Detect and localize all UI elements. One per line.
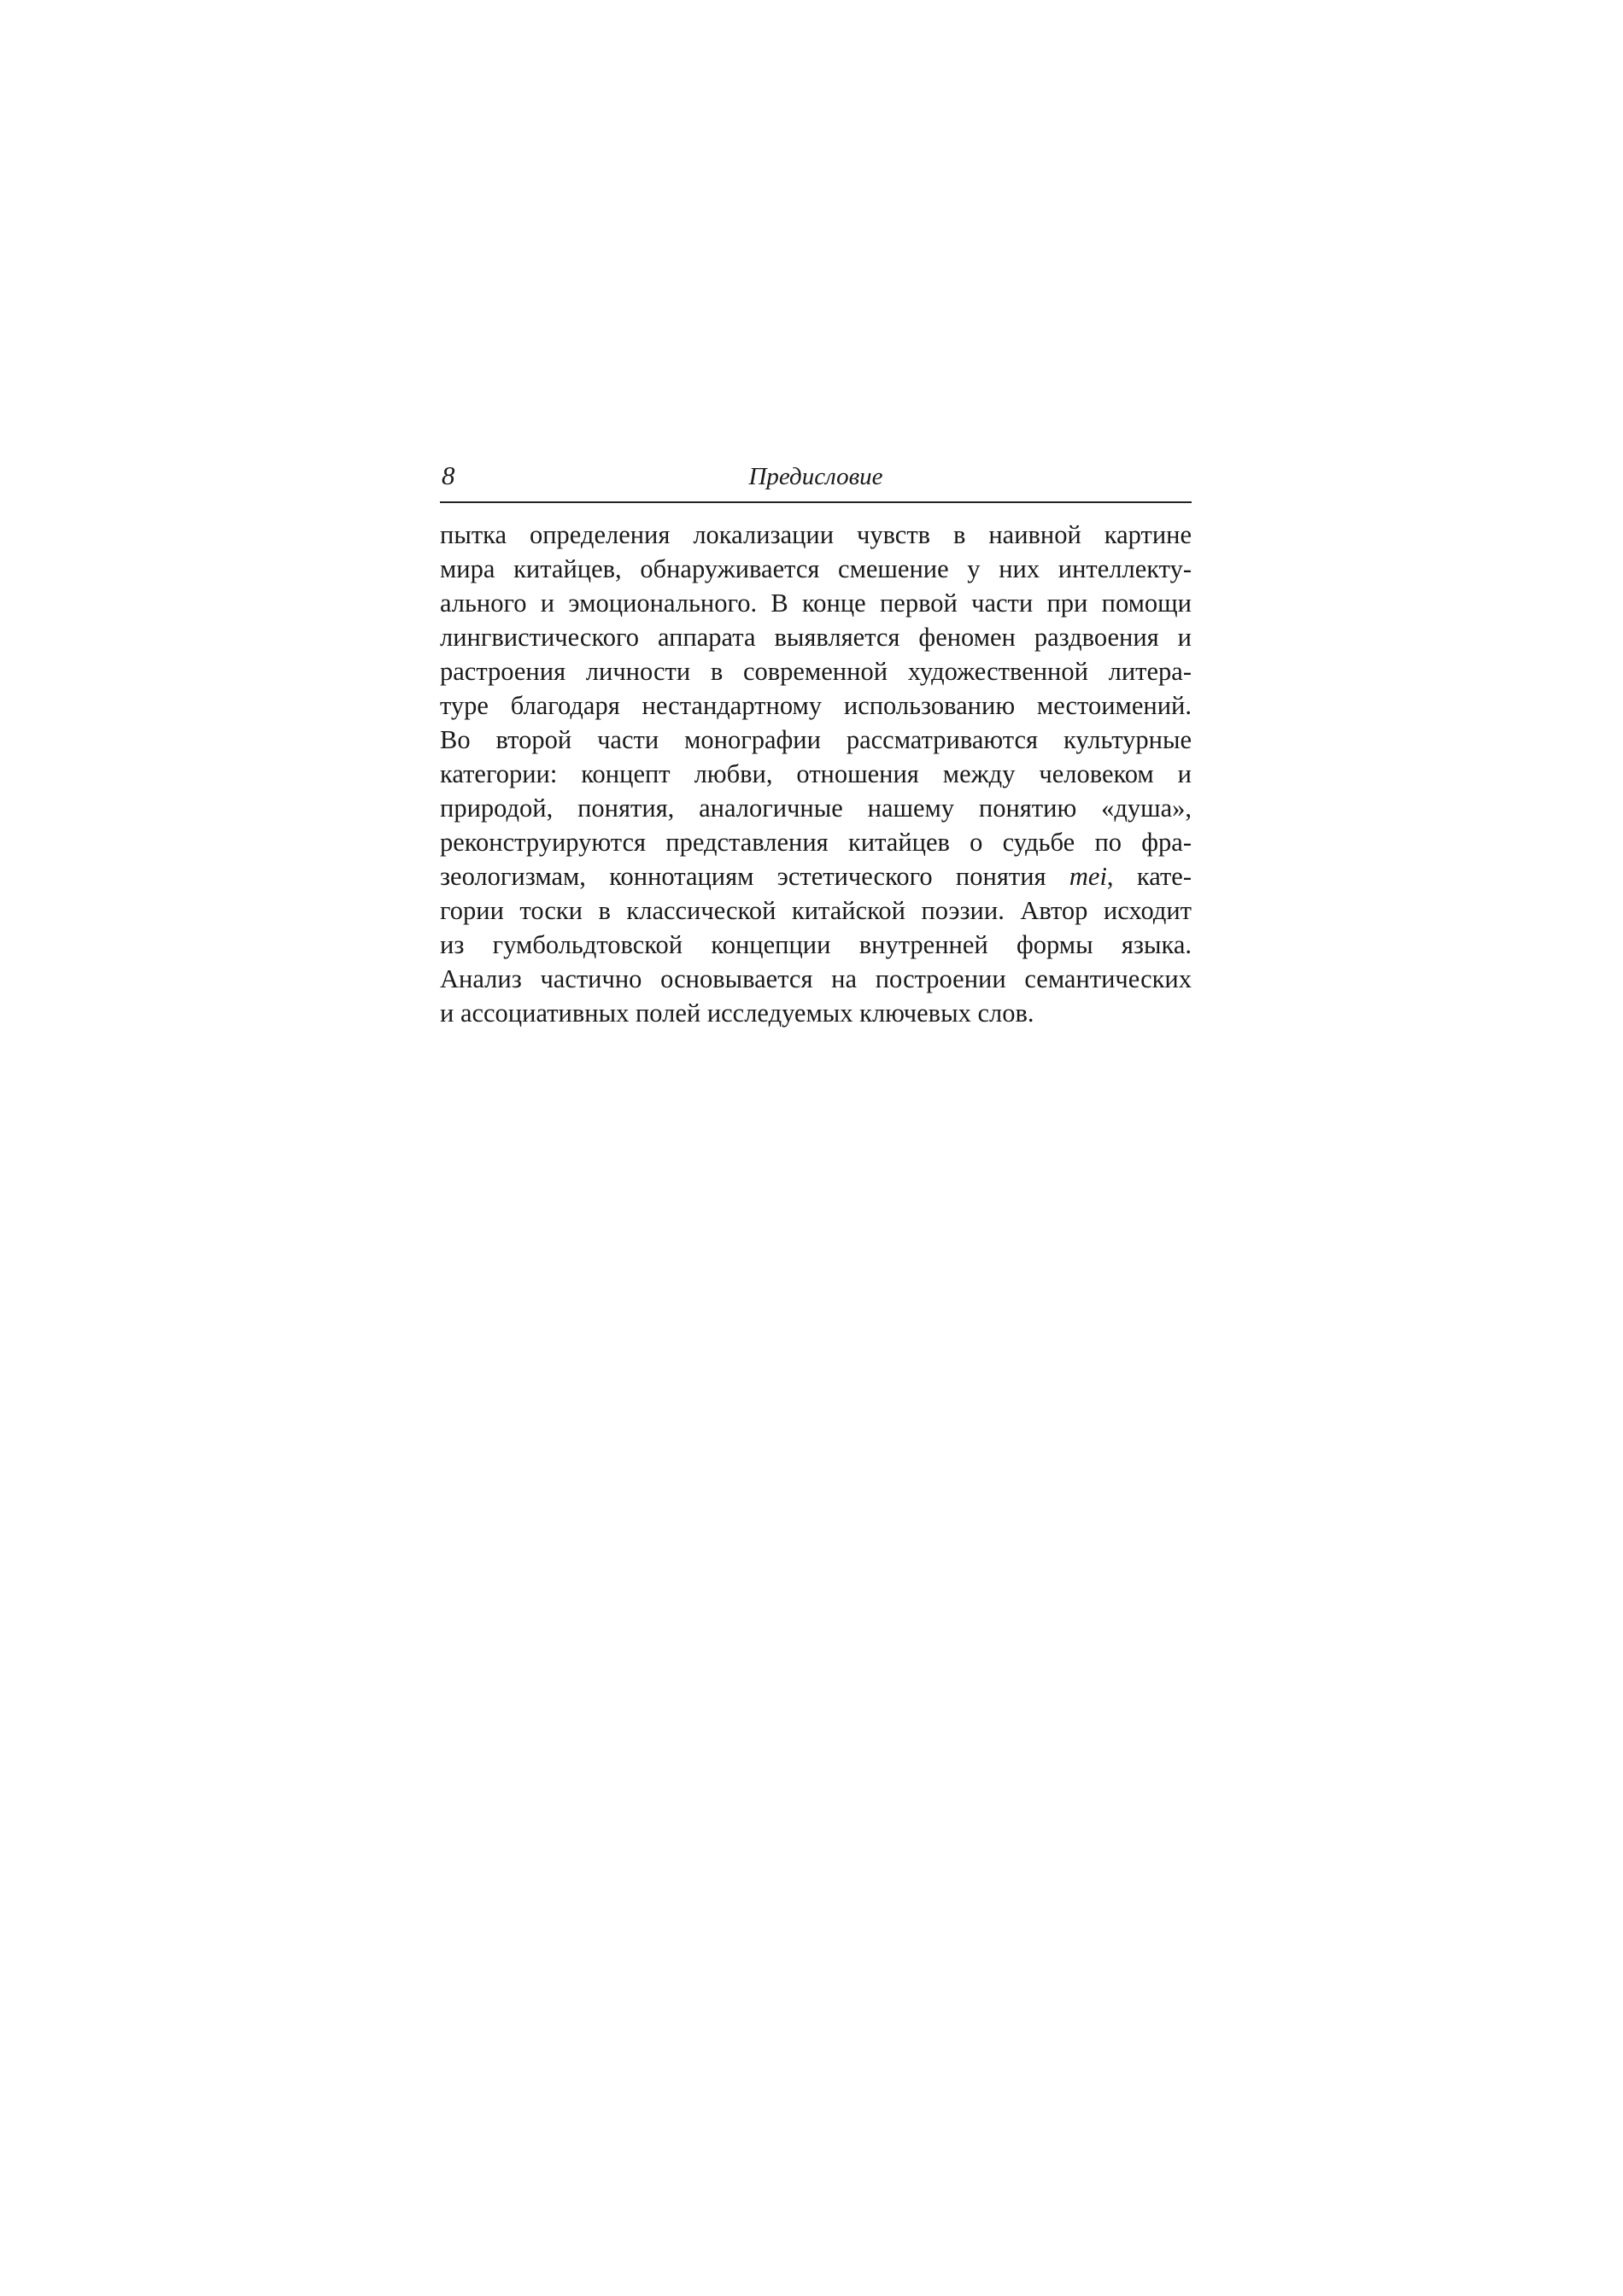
text-line: ального и эмоционального. В конце первой части при помощи: [440, 589, 1192, 618]
page-number: 8: [442, 460, 455, 490]
text-line-with-italic-term: [440, 859, 1192, 893]
text-line: Анализ частично основывается на построении семантических: [440, 964, 1192, 993]
text-line: Во второй части монографии рассматриваются культурные: [440, 725, 1192, 754]
body-paragraph: [440, 518, 1192, 1030]
text-segment: зеологизмам, коннотациям эстетического понятия: [440, 862, 1069, 891]
text-line: пытка определения локализации чувств в наивной картине: [440, 520, 1192, 549]
text-line: лингвистического аппарата выявляется феномен раздвоения и: [440, 623, 1192, 652]
text-line: гории тоски в классической китайской поэзии. Автор исходит: [440, 896, 1192, 925]
text-line: туре благодаря нестандартному использованию местоимений.: [440, 691, 1192, 720]
book-page: [440, 457, 1192, 1030]
text-line: природой, понятия, аналогичные нашему понятию «душа»,: [440, 794, 1192, 823]
text-line: из гумбольдтовской концепции внутренней формы языка.: [440, 930, 1192, 959]
running-title: Предисловие: [748, 463, 883, 490]
text-line-last: и ассоциативных полей исследуемых ключевых слов.: [440, 999, 1034, 1028]
text-line: мира китайцев, обнаруживается смешение у них интеллекту-: [440, 554, 1192, 583]
text-line: растроения личности в современной художественной литера-: [440, 657, 1192, 686]
text-segment: , кате-: [1106, 862, 1192, 891]
text-line: реконструируются представления китайцев о судьбе по фра-: [440, 828, 1192, 857]
text-line: категории: концепт любви, отношения между человеком и: [440, 759, 1192, 788]
italic-term-mei: mei: [1069, 862, 1107, 891]
running-head: [440, 457, 1192, 503]
